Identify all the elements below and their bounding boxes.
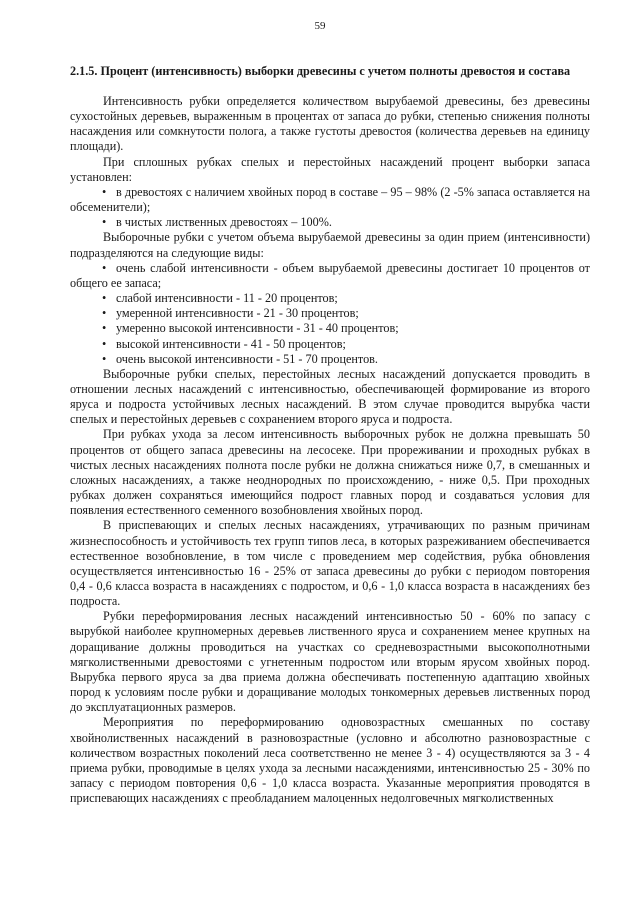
paragraph-renewal-cutting: В приспевающих и спелых лесных насаждениях, утрачивающих по разным причинам жизнеспособность и устойчивость тех групп типов леса, в которых разреживанием обеспечивается естественное возобновление, в том числе с проведением мер содействия, рубка обновления осуществляется интенсивностью 16 - 25% от запаса древесины до рубки с периодом повторения 0,4 - 0,6 класса возраста в насаждениях с подростом, и 0,6 - 1,0 класса возраста в насаждениях без подроста. bbox=[70, 518, 590, 609]
paragraph-selective-cutting: Выборочные рубки с учетом объема вырубаемой древесины за один прием (интенсивности) подразделяются на следующие виды: bbox=[70, 230, 590, 260]
bullet-icon: • bbox=[102, 260, 107, 275]
list-item: • в чистых лиственных древостоях – 100%. bbox=[102, 215, 332, 230]
bullet-icon: • bbox=[102, 291, 107, 306]
bullet-icon: • bbox=[102, 351, 107, 366]
clear-cutting-list bbox=[70, 185, 590, 230]
bullet-icon: • bbox=[102, 215, 107, 230]
paragraph-intensity-definition: Интенсивность рубки определяется количеством вырубаемой древесины, без древесины сухостойных деревьев, выраженным в процентах от запаса до рубки, степенью снижения полноты насаждения или сомкнутости полога, а также густоты древостоя (количества деревьев на единицу площади). bbox=[70, 94, 590, 154]
list-item: • умеренной интенсивности - 21 - 30 процентов; bbox=[102, 306, 359, 321]
list-item: • очень слабой интенсивности - объем вырубаемой древесины достигает 10 процентов от общего ее запаса; bbox=[70, 260, 590, 290]
body-text bbox=[70, 94, 590, 806]
bullet-icon: • bbox=[102, 184, 107, 199]
section-heading: 2.1.5. Процент (интенсивность) выборки древесины с учетом полноты древостоя и состава bbox=[70, 64, 571, 78]
selective-cutting-list bbox=[70, 261, 590, 367]
paragraph-thinning: При рубках ухода за лесом интенсивность выборочных рубок не должна превышать 50 процентов от общего запаса древесины на лесосеке. При прореживании и проходных рубках в чистых лесных насаждениях полнота после рубки не должна снижаться ниже 0,7, в смешанных и сложных насаждениях, а также неоднородных по происхождению, - ниже 0,5. При проходных рубках должен сохраняться имеющийся подрост главных пород и создаваться условия для появления естественного семенного возобновления хвойных пород. bbox=[70, 427, 590, 518]
list-item: • очень высокой интенсивности - 51 - 70 процентов. bbox=[102, 351, 378, 366]
bullet-icon: • bbox=[102, 321, 107, 336]
page-number: 59 bbox=[314, 20, 326, 32]
paragraph-mature-stands: Выборочные рубки спелых, перестойных лесных насаждений допускается проводить в отношении лесных насаждений с интенсивностью, обеспечивающей формирование из второго яруса и подроста устойчивых лесных насаждений. В этом случае проводится вырубка части спелых и перестойных деревьев с сохранением второго яруса и подроста. bbox=[70, 366, 590, 427]
paragraph-reformation-cutting: Рубки переформирования лесных насаждений интенсивностью 50 - 60% по запасу с вырубкой наиболее крупномерных деревьев лиственного яруса и сохранением менее крупных на доращивание должны проводиться на участках со средневозрастными высокополнотными мягколиственными древостоями с угнетенным подростом или вторым ярусом хвойных пород. Вырубка первого яруса за два приема должна обеспечивать постепенную адаптацию хвойных пород к условиям после рубки и доращивание молодых тонкомерных деревьев лиственных пород до эксплуатационных размеров. bbox=[70, 609, 590, 715]
list-item: • высокой интенсивности - 41 - 50 процентов; bbox=[102, 336, 346, 351]
list-item: • в древостоях с наличием хвойных пород в составе – 95 – 98% (2 -5% запаса оставляется на обсеменители); bbox=[70, 184, 590, 215]
paragraph-reformation-measures: Мероприятия по переформированию одновозрастных смешанных по составу хвойнолиственных насаждений в разновозрастные (условно и абсолютно разновозрастные с количеством возрастных поколений леса соответственно не менее 3 - 4) осуществляются за 3 - 4 приема рубки, проводимые в целях ухода за лесными насаждениями, интенсивностью 25 - 30% по запасу с периодом повторения 0,6 - 1,0 класса возраста. Указанные мероприятия проводятся в приспевающих насаждениях с преобладанием малоценных недолговечных мягколиственных bbox=[70, 715, 590, 806]
bullet-icon: • bbox=[102, 336, 107, 351]
list-item: • слабой интенсивности - 11 - 20 процентов; bbox=[102, 291, 338, 306]
bullet-icon: • bbox=[102, 306, 107, 321]
list-item: • умеренно высокой интенсивности - 31 - 40 процентов; bbox=[102, 321, 399, 336]
paragraph-clear-cutting: При сплошных рубках спелых и перестойных насаждений процент выборки запаса установлен: bbox=[70, 154, 590, 184]
